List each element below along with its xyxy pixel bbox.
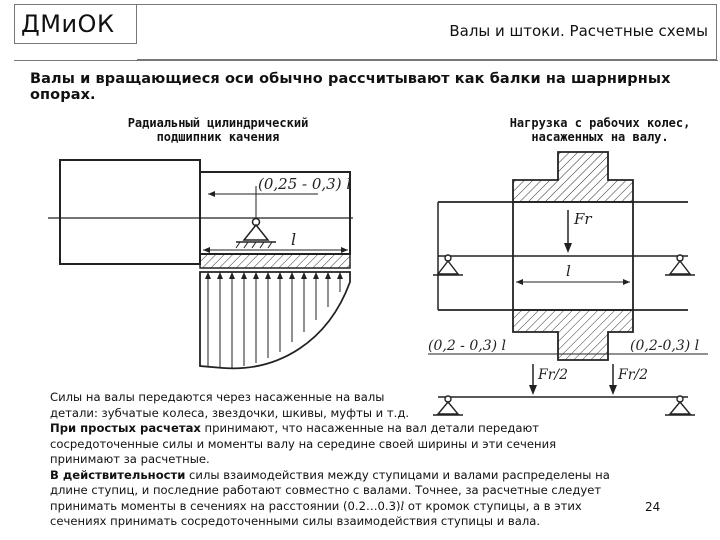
- force-label: Fr: [574, 210, 592, 228]
- left-caption-line1: Радиальный цилиндрический: [127, 116, 309, 130]
- right-figure-caption: [480, 116, 720, 144]
- body-para3-line4: сечениях принимать сосредоточенными силы взаимодействия ступицы и вала.: [50, 514, 541, 528]
- bold-reality: В действительности: [50, 467, 186, 482]
- body-para2: При простых расчетах принимают, что насаженные на вал детали передают: [50, 421, 540, 435]
- length-label-right: l: [566, 262, 571, 280]
- left-figure-caption: [88, 116, 348, 144]
- right-caption-line1: Нагрузка с рабочих колес,: [509, 116, 691, 130]
- length-label: l: [291, 230, 297, 249]
- bold-simple-calc: При простых расчетах: [50, 421, 201, 435]
- course-logo: ДМиОК: [21, 10, 115, 38]
- page-number: 24: [645, 500, 661, 514]
- body-para2-line3: принимают за расчетные.: [50, 452, 210, 466]
- hub-bottom: [513, 310, 633, 360]
- half-force-left: Fr/2: [538, 367, 569, 383]
- bearing-diagram: [48, 142, 358, 382]
- dim-label-left: (0,2 - 0,3) l: [428, 338, 507, 354]
- body-line2: детали: зубчатые колеса, звездочки, шкивы, муфты и т.д.: [50, 405, 410, 420]
- slide-subtitle: Валы и вращающиеся оси обычно рассчитывают как балки на шарнирных опорах.: [30, 71, 671, 103]
- shaft-body: [60, 160, 200, 264]
- bearing-ring: [200, 254, 350, 268]
- body-para3: В действительности силы взаимодействия между ступицами и валами распределены на: [50, 467, 610, 482]
- body-para3-line2: длине ступиц, и последние работают совместно с валами. Точнее, за расчетные следует: [50, 483, 602, 497]
- body-line1: Силы на валы передаются через насаженные на валы: [50, 390, 385, 404]
- slide-title: Валы и штоки. Расчетные схемы: [449, 22, 708, 40]
- body-text: [50, 390, 640, 530]
- hub-top: [513, 152, 633, 202]
- left-caption-line2: подшипник качения: [156, 130, 280, 144]
- header-divider: [14, 60, 718, 61]
- hub-load-diagram: [418, 142, 718, 427]
- dim-label-right: (0,2-0,3) l: [630, 338, 700, 354]
- body-para3-line3: принимать моменты в сечениях на расстоянии (0.2…0.3)l от кромок ступицы, а в этих: [50, 498, 582, 513]
- right-caption-line2: насаженных на валу.: [531, 130, 669, 144]
- half-force-right: Fr/2: [618, 367, 649, 383]
- dim-label: (0,25 - 0,3) l: [258, 175, 352, 193]
- body-para2-line2: сосредоточенные силы и моменты валу на середине своей ширины и эти сечения: [50, 436, 557, 451]
